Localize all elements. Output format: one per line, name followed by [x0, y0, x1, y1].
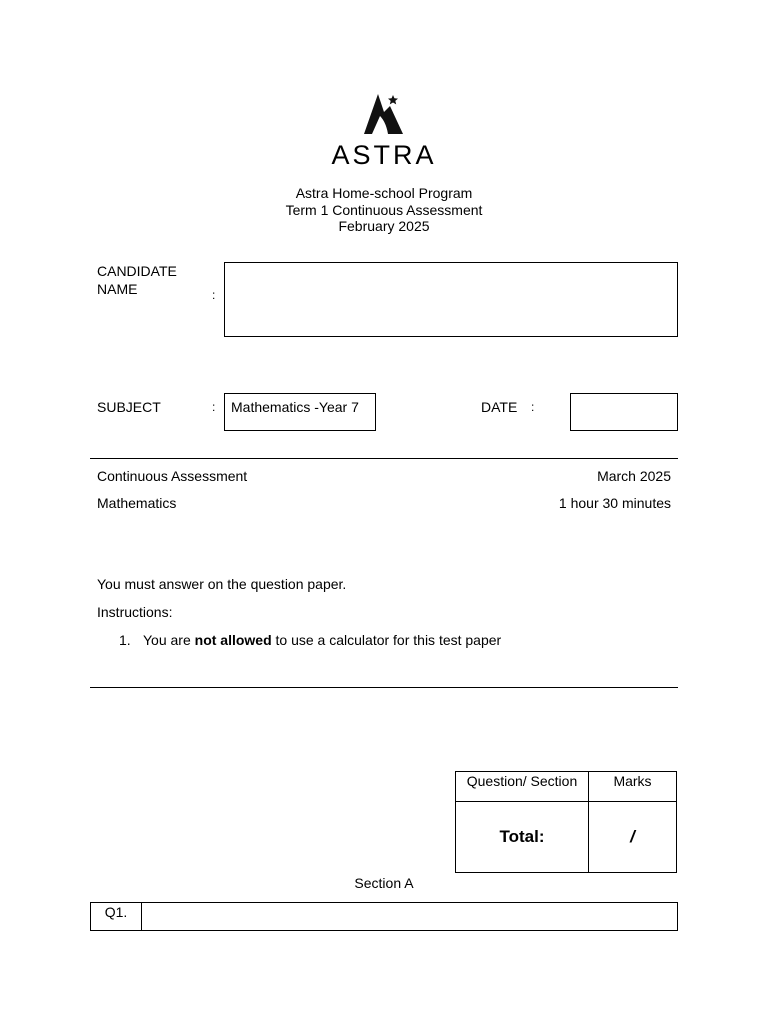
- question-row: [90, 902, 678, 931]
- subject-colon: :: [212, 400, 216, 414]
- total-label: Total:: [456, 802, 589, 873]
- duration: 1 hour 30 minutes: [558, 495, 671, 511]
- instruction-number: 1.: [119, 632, 131, 648]
- assessment-date: February 2025: [338, 218, 430, 234]
- subject-label: SUBJECT: [97, 399, 161, 415]
- question-label: Q1.: [91, 903, 142, 930]
- assessment-month: March 2025: [597, 468, 671, 484]
- date-label: DATE: [481, 399, 518, 415]
- total-marks[interactable]: /: [589, 802, 677, 873]
- date-field[interactable]: [570, 393, 678, 431]
- section-title: Section A: [354, 875, 414, 891]
- subject-name: Mathematics: [97, 495, 177, 511]
- instruction-text-bold: not allowed: [194, 632, 272, 648]
- logo-wordmark: ASTRA: [331, 140, 437, 170]
- answer-instruction: You must answer on the question paper.: [97, 576, 347, 592]
- instruction-text-after: to use a calculator for this test paper: [271, 632, 502, 648]
- candidate-name-colon: :: [212, 288, 216, 302]
- instruction-item: [143, 631, 501, 649]
- totals-header-question: Question/ Section: [456, 772, 589, 802]
- totals-header-marks: Marks: [589, 772, 677, 802]
- astra-logo-icon: [358, 92, 406, 136]
- question-answer-field[interactable]: [142, 903, 677, 930]
- program-title: Astra Home-school Program: [295, 185, 473, 201]
- assessment-title: Term 1 Continuous Assessment: [285, 202, 483, 218]
- divider-bottom: [90, 687, 678, 688]
- divider-top: [90, 458, 678, 459]
- subject-value: Mathematics -Year 7: [231, 399, 359, 415]
- instruction-text-before: You are: [143, 632, 195, 648]
- totals-table: [455, 771, 677, 873]
- candidate-name-label-line2: NAME: [97, 281, 138, 297]
- candidate-name-label-line1: CANDIDATE: [97, 263, 177, 279]
- candidate-name-field[interactable]: [224, 262, 678, 337]
- subject-field[interactable]: [224, 393, 376, 431]
- assessment-type: Continuous Assessment: [97, 468, 248, 484]
- date-colon: :: [531, 400, 535, 414]
- instructions-heading: Instructions:: [97, 604, 173, 620]
